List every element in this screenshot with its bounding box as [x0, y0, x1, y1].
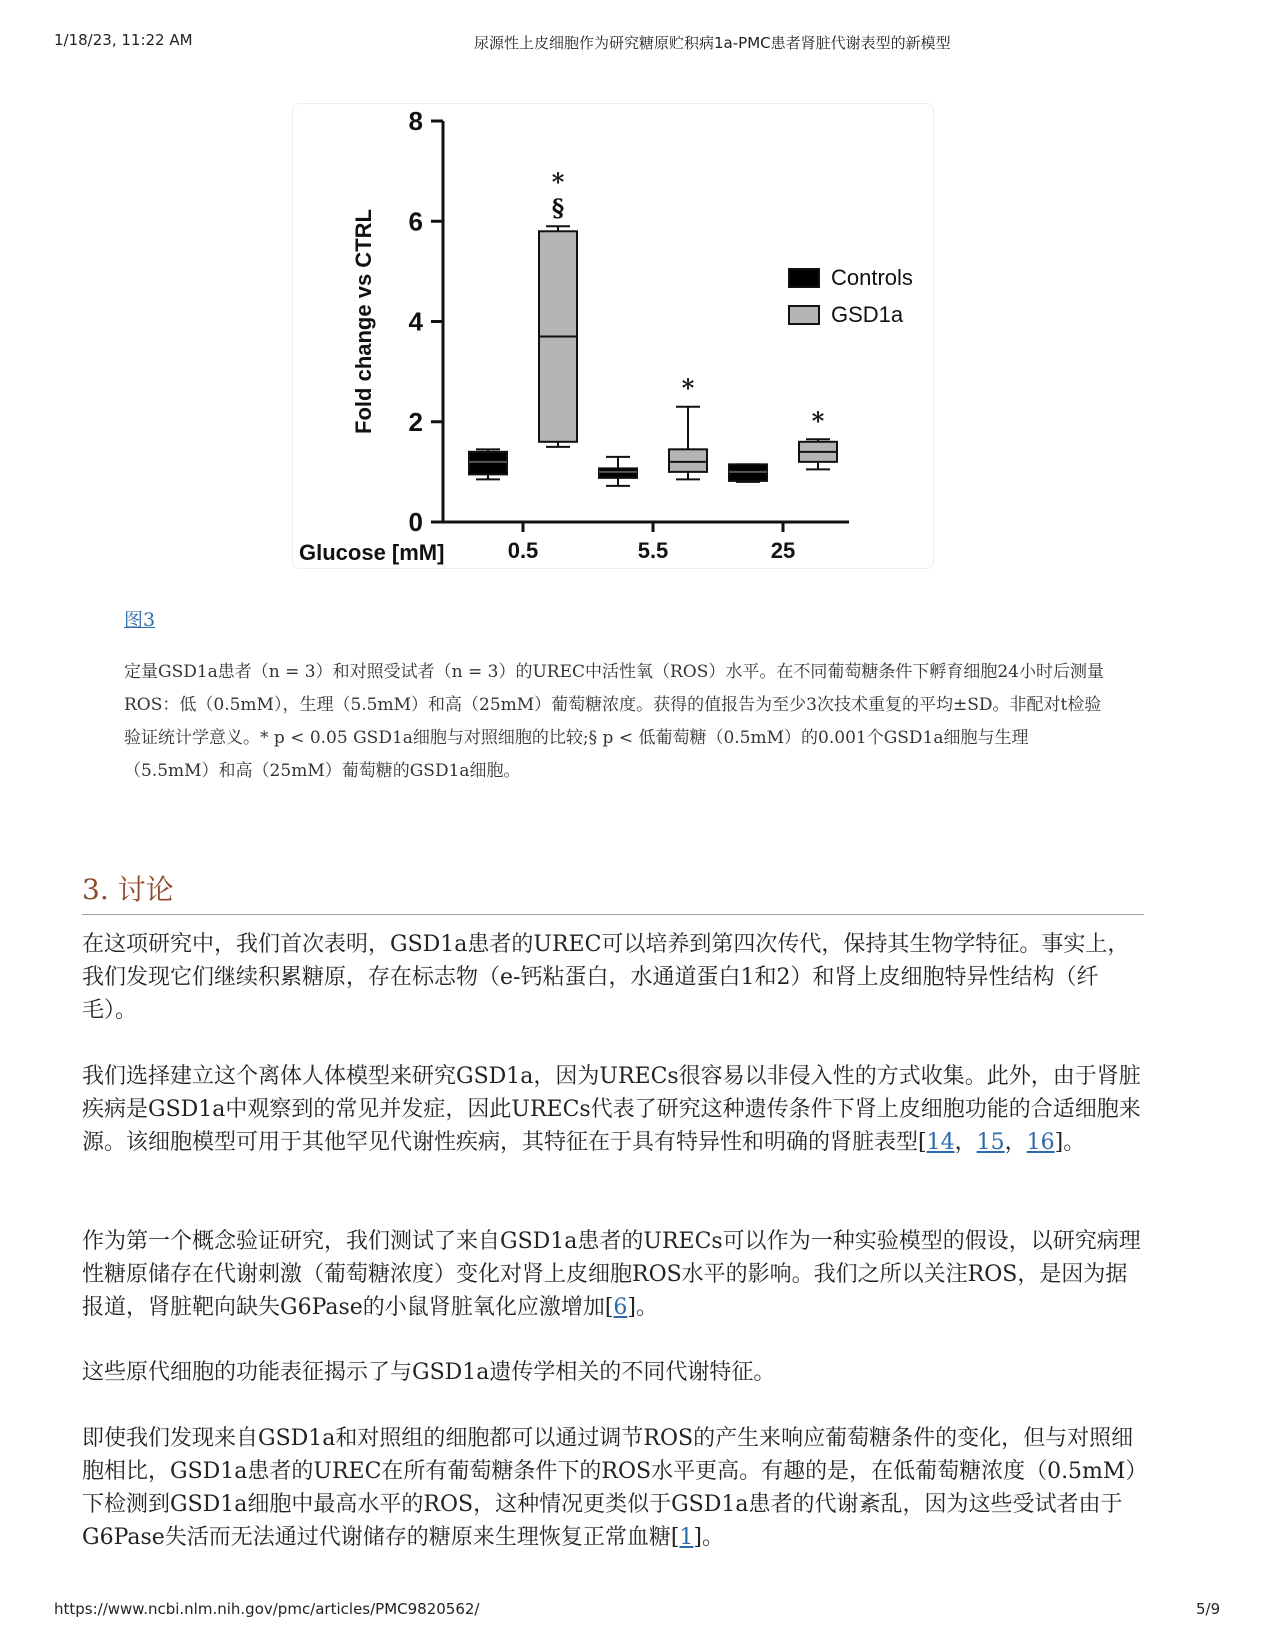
- paragraph-2-text: 我们选择建立这个离体人体模型来研究GSD1a，因为URECs很容易以非侵入性的方式收集。此外，由于肾脏疾病是GSD1a中观察到的常见并发症，因此URECs代表了研究这种遗传条件下肾上皮细胞功能的合适细胞来源。该细胞模型可用于其他罕见代谢性疾病，其特征在于具有特异性和明确的肾脏表型[: [82, 1064, 1141, 1155]
- print-datetime: 1/18/23, 11:22 AM: [54, 31, 193, 49]
- y-tick-label: 8: [408, 106, 423, 136]
- y-tick-label: 0: [408, 507, 423, 537]
- x-tick-label: 0.5: [507, 538, 539, 563]
- figure-3-container: [292, 103, 934, 569]
- figure-caption: 定量GSD1a患者（n = 3）和对照受试者（n = 3）的UREC中活性氧（ROS）水平。在不同葡萄糖条件下孵育细胞24小时后测量ROS：低（0.5mM），生理（5.5mM）和高（25mM）葡萄糖浓度。获得的值报告为至少3次技术重复的平均±SD。非配对t检验验证统计学意义。* p < 0.05 GSD1a细胞与对照细胞的比较;§ p < 低葡萄糖（0.5mM）的0.001个GSD1a细胞与生理（5.5mM）和高（25mM）葡萄糖的GSD1a细胞。: [124, 662, 1104, 781]
- box-body: [469, 452, 507, 475]
- print-url: https://www.ncbi.nlm.nih.gov/pmc/articles/PMC9820562/: [54, 1600, 480, 1618]
- legend-swatch-controls: [789, 269, 819, 287]
- y-tick-label: 2: [408, 406, 423, 437]
- box-gsd1a-0.5: [539, 226, 577, 447]
- significance-mark: *: [551, 167, 565, 197]
- box-gsd1a-5.5: [669, 407, 707, 480]
- citation-link[interactable]: 6: [613, 1295, 628, 1320]
- box-body: [669, 449, 707, 472]
- paragraph-4: [82, 1356, 1144, 1389]
- figure-3-link[interactable]: 图3: [124, 609, 156, 631]
- paragraph-3-end: ]。: [627, 1295, 658, 1320]
- citation-link[interactable]: 15: [976, 1130, 1005, 1155]
- citation-link[interactable]: 1: [679, 1525, 694, 1550]
- paragraph-2-end: ]。: [1054, 1130, 1086, 1155]
- legend-label-gsd1a: GSD1a: [831, 302, 904, 327]
- citation-link[interactable]: 14: [926, 1130, 955, 1155]
- y-tick-label: 6: [408, 206, 423, 237]
- significance-mark: §: [551, 193, 565, 223]
- x-axis-label: Glucose [mM]: [299, 540, 445, 565]
- paragraph-5: [82, 1422, 1144, 1554]
- paragraph-2: 我们选择建立这个离体人体模型来研究GSD1a，因为URECs很容易以非侵入性的方式收集。此外，由于肾脏疾病是GSD1a中观察到的常见并发症，因此URECs代表了研究这种遗传条件下肾上皮细胞功能的合适细胞来源。该细胞模型可用于其他罕见代谢性疾病，其特征在于具有特异性和明确的肾脏表型[14，15，16]。: [82, 1064, 1141, 1155]
- box-controls-5.5: [599, 457, 637, 486]
- y-axis-label: Fold change vs CTRL: [351, 209, 376, 434]
- paragraph-4-text: 这些原代细胞的功能表征揭示了与GSD1a遗传学相关的不同代谢特征。: [82, 1360, 776, 1385]
- paragraph-1: [82, 928, 1144, 1027]
- print-page-number: 5/9: [1196, 1600, 1221, 1618]
- paragraph-3: [82, 1225, 1144, 1324]
- paragraph-3-text: 作为第一个概念验证研究，我们测试了来自GSD1a患者的URECs可以作为一种实验模型的假设，以研究病理性糖原储存在代谢刺激（葡萄糖浓度）变化对肾上皮细胞ROS水平的影响。我们之所以关注ROS，是因为据报道，肾脏靶向缺失G6Pase的小鼠肾脏氧化应激增加[: [82, 1229, 1141, 1320]
- box-gsd1a-25: [799, 439, 837, 469]
- section-heading-discussion: 3. 讨论: [82, 873, 174, 906]
- box-body: [599, 468, 637, 478]
- legend-label-controls: Controls: [831, 265, 913, 290]
- x-tick-label: 25: [770, 538, 796, 563]
- section-divider: [82, 914, 1144, 915]
- box-plot-chart: [293, 104, 933, 568]
- box-controls-0.5: [469, 449, 507, 479]
- paragraph-1-text: 在这项研究中，我们首次表明，GSD1a患者的UREC可以培养到第四次传代，保持其生物学特征。事实上，我们发现它们继续积累糖原，存在标志物（e-钙粘蛋白，水通道蛋白1和2）和肾上皮细胞特异性结构（纤毛）。: [82, 932, 1130, 1023]
- paragraph-5-text: 即使我们发现来自GSD1a和对照组的细胞都可以通过调节ROS的产生来响应葡萄糖条件的变化，但与对照细胞相比，GSD1a患者的UREC在所有葡萄糖条件下的ROS水平更高。有趣的是，在低葡萄糖浓度（0.5mM）下检测到GSD1a细胞中最高水平的ROS，这种情况更类似于GSD1a患者的代谢紊乱，因为这些受试者由于G6Pase失活而无法通过代谢储存的糖原来生理恢复正常血糖[: [82, 1426, 1137, 1550]
- significance-mark: *: [681, 373, 695, 403]
- significance-mark: *: [811, 406, 825, 436]
- y-tick-label: 4: [408, 306, 423, 337]
- x-tick-label: 5.5: [637, 538, 669, 563]
- citation-link[interactable]: 16: [1026, 1130, 1055, 1155]
- legend-swatch-gsd1a: [789, 306, 819, 324]
- box-controls-25: [729, 464, 767, 482]
- paragraph-5-end: ]。: [693, 1525, 724, 1550]
- print-page-title: 尿源性上皮细胞作为研究糖原贮积病1a-PMC患者肾脏代谢表型的新模型: [474, 34, 951, 52]
